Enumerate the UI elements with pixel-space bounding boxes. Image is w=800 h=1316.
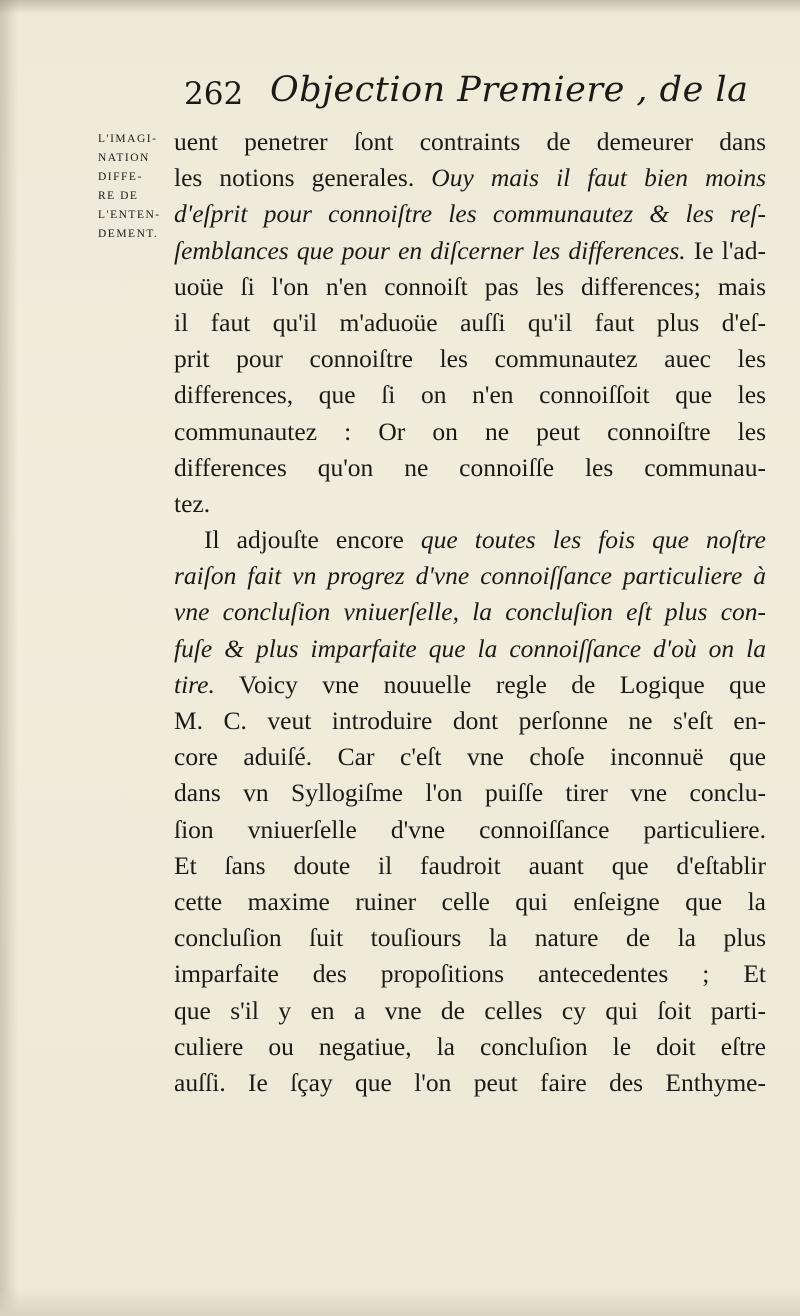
running-title: Objection Premiere , de la: [270, 70, 749, 110]
italic-text-segment: ſemblances que pour en diſcerner les differences.: [174, 235, 686, 265]
margin-note-line: L'IMAGI-: [98, 133, 158, 145]
text-line: [174, 160, 766, 196]
text-segment: prit pour connoiſtre les communautez auec les: [174, 344, 766, 374]
text-line: [174, 812, 766, 848]
text-segment: uoüe ſi l'on n'en connoiſt pas les differences; mais: [174, 271, 766, 301]
text-segment: Et ſans doute il faudroit auant que d'eſtablir: [174, 850, 766, 880]
margin-note-line: L'ENTEN-: [98, 209, 161, 221]
page-header: [184, 68, 749, 124]
text-line: [174, 522, 766, 558]
text-line: [174, 884, 766, 920]
text-line: [174, 377, 766, 413]
text-segment: differences, que ſi on n'en connoiſſoit que les: [174, 380, 766, 410]
text-line: [174, 1065, 766, 1101]
text-segment: que s'il y en a vne de celles cy qui ſoit parti-: [174, 995, 766, 1025]
text-segment: M. C. veut introduire dont perſonne ne s'eſt en-: [174, 706, 766, 735]
text-line: [174, 341, 766, 377]
text-line: [174, 305, 766, 341]
text-segment: ſion vniuerſelle d'vne connoiſſance particuliere.: [174, 814, 766, 844]
text-line: [174, 558, 766, 594]
text-line: [174, 233, 766, 269]
margin-note-line: NATION: [98, 152, 150, 164]
text-line: [174, 196, 766, 232]
text-segment: concluſion ſuit touſiours la nature de la plus: [174, 923, 766, 953]
text-segment: Il adjouſte encore: [204, 525, 421, 555]
margin-note-line: DEMENT.: [98, 228, 159, 240]
text-segment: auſſi. Ie ſçay que l'on peut faire des Enthyme-: [174, 1067, 766, 1097]
text-line: [174, 703, 766, 739]
italic-text-segment: tire.: [174, 669, 215, 699]
text-line: [174, 848, 766, 884]
italic-text-segment: raiſon fait vn progrez d'vne connoiſſance particuliere à: [174, 561, 766, 591]
text-segment: uent penetrer ſont contraints de demeurer dans: [174, 127, 766, 156]
text-segment: differences qu'on ne connoiſſe les communau-: [174, 452, 766, 482]
italic-text-segment: Ouy mais il faut bien moins: [431, 163, 766, 193]
text-line: [174, 775, 766, 811]
text-line: [174, 414, 766, 450]
text-segment: Voicy vne nouuelle regle de Logique que: [214, 669, 766, 699]
page-number: 262: [184, 76, 244, 112]
text-segment: core aduiſé. Car c'eſt vne choſe inconnuë que: [174, 742, 766, 772]
text-line: [174, 450, 766, 486]
text-line: [174, 739, 766, 775]
text-segment: imparfaite des propoſitions antecedentes ; Et: [174, 959, 766, 989]
text-segment: Ie l'ad-: [685, 235, 766, 265]
text-segment: il faut qu'il m'aduoüe auſſi qu'il faut plus d'eſ-: [174, 307, 766, 337]
italic-text-segment: que toutes les fois que noſtre: [420, 525, 766, 555]
text-line: [174, 124, 766, 160]
text-line: [174, 269, 766, 305]
page-bottom-shadow: [0, 1290, 800, 1316]
page-left-shadow: [0, 0, 18, 1316]
text-segment: tez.: [174, 488, 211, 518]
text-line: [174, 594, 766, 630]
italic-text-segment: vne concluſion vniuerſelle, la concluſion eſt plus con-: [174, 597, 766, 627]
text-line: [174, 956, 766, 992]
text-segment: culiere ou negatiue, la concluſion le doit eſtre: [174, 1031, 766, 1061]
text-line: [174, 920, 766, 956]
text-segment: les notions generales.: [174, 163, 432, 193]
text-segment: cette maxime ruiner celle qui enſeigne que la: [174, 886, 766, 916]
italic-text-segment: fuſe & plus imparfaite que la connoiſſance d'où on la: [174, 633, 766, 663]
text-line: [174, 486, 766, 522]
text-segment: dans vn Syllogiſme l'on puiſſe tirer vne conclu-: [174, 778, 766, 808]
italic-text-segment: d'eſprit pour connoiſtre les communautez & les reſ-: [174, 199, 766, 229]
text-line: [174, 1029, 766, 1065]
text-segment: communautez : Or on ne peut connoiſtre les: [174, 416, 766, 446]
body-text: [174, 124, 766, 1101]
margin-note-line: DIFFE-: [98, 171, 143, 183]
text-line: [174, 993, 766, 1029]
page-top-shadow: [0, 0, 800, 14]
text-line: [174, 667, 766, 703]
margin-note-line: RE DE: [98, 190, 139, 202]
text-line: [174, 631, 766, 667]
